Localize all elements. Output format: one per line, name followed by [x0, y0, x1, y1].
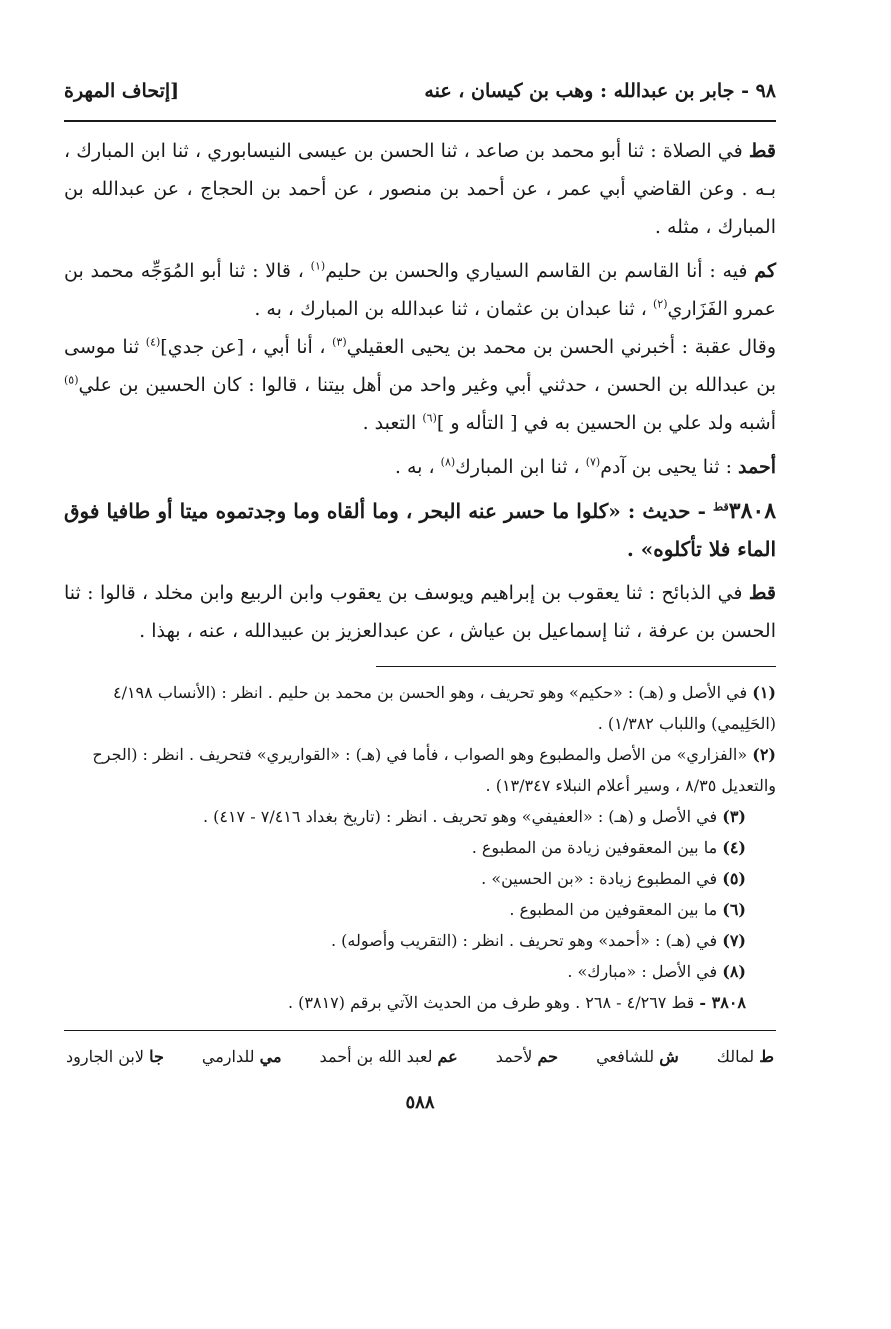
- source-code: قط: [748, 140, 776, 162]
- footnote-ref: (٣): [332, 335, 347, 349]
- abbr-code: جا: [149, 1047, 164, 1066]
- footnote-marker: (١): [752, 683, 776, 702]
- source-code: أحمد: [738, 456, 776, 478]
- paragraph-text: التعبد .: [362, 412, 423, 434]
- footnote-marker: (٧): [722, 931, 746, 950]
- footnotes: [64, 677, 776, 1018]
- paragraph-text: ، ثنا عبدان بن عثمان ، ثنا عبدالله بن المبارك ، به .: [254, 298, 653, 320]
- footnote-text: قط ٤/٢٦٧ - ٢٦٨ . وهو طرف من الحديث الآتي برقم (٣٨١٧) .: [287, 993, 700, 1012]
- footnote-6: [64, 894, 776, 925]
- footnote-text: ما بين المعقوفين من المطبوع .: [509, 900, 723, 919]
- footnote-3: [64, 801, 776, 832]
- paragraph-text: : ثنا يحيى بن آدم: [600, 456, 739, 478]
- footnote-2: [64, 739, 776, 801]
- hadith-source-code: قط: [713, 500, 729, 514]
- header-chapter: ٩٨ - جابر بن عبدالله : وهب بن كيسان ، عنه: [424, 80, 776, 102]
- source-code: قط: [748, 582, 776, 604]
- abbr-code: ط: [759, 1047, 774, 1066]
- paragraph-text: وقال عقبة : أخبرني الحسن بن محمد بن يحيى العقيلي: [346, 336, 776, 358]
- paragraph-4: [64, 448, 776, 486]
- abbreviation-rule: [64, 1030, 776, 1031]
- footnote-5: [64, 863, 776, 894]
- paragraph-text: فيه : أنا القاسم بن القاسم السياري والحسن بن حليم: [325, 260, 755, 282]
- paragraph-text: ، ثنا ابن المبارك: [455, 456, 586, 478]
- footnote-marker: ٣٨٠٨ -: [699, 993, 746, 1012]
- footnote-text: في المطبوع زيادة : «بن الحسين» .: [481, 869, 723, 888]
- paragraph-text: أشبه ولد علي بن الحسين به في [ التأله و ]: [436, 412, 776, 434]
- footnote-7: [64, 925, 776, 956]
- footnote-marker: (٥): [722, 869, 746, 888]
- footnote-text: ما بين المعقوفين زيادة من المطبوع .: [471, 838, 723, 857]
- header-rule: [64, 120, 776, 122]
- footnote-marker: (٦): [722, 900, 746, 919]
- abbr-label: لعبد الله بن أحمد: [319, 1047, 433, 1066]
- footnote-ref: (٧): [585, 455, 601, 469]
- footnote-text: في الأصل : «مبارك» .: [567, 962, 723, 981]
- footnote-ref: (١): [310, 259, 326, 273]
- hadith-heading: [64, 492, 776, 568]
- footnote-marker: (٣): [722, 807, 746, 826]
- book-page: [64, 80, 776, 1113]
- abbr-label: للشافعي: [596, 1047, 655, 1066]
- footnote-ref: (٨): [440, 455, 456, 469]
- abbr-item: [596, 1047, 679, 1066]
- abbreviation-key: [64, 1047, 776, 1066]
- footnote-rule: [376, 666, 776, 667]
- abbr-code: حم: [537, 1047, 559, 1066]
- paragraph-text: ، أنا أبي ، [عن جدي]: [160, 336, 333, 358]
- hadith-text: - حديث : «كلوا ما حسر عنه البحر ، وما ألقاه وما وجدتموه ميتا أو طافيا فوق الماء فلا تأكلوه» .: [64, 499, 776, 561]
- paragraph-text: ، به .: [394, 456, 441, 478]
- footnote-source: [64, 987, 776, 1018]
- paragraph-2: [64, 252, 776, 442]
- paragraph-text: ثنا موسى بن عبدالله بن الحسن ، حدثني أبي وغير واحد من أهل بيتنا ، قالوا : كان الحسين بن علي: [64, 336, 776, 396]
- footnote-8: [64, 956, 776, 987]
- footnote-1: [64, 677, 776, 739]
- hadith-number: ٣٨٠٨: [728, 498, 777, 524]
- footnote-4: [64, 832, 776, 863]
- paragraph-text: في الصلاة : ثنا أبو محمد بن صاعد ، ثنا الحسن بن عيسى النيسابوري ، ثنا ابن المبارك ، بـه . وعن القاضي أبي عمر ، عن أحمد بن منصور ، عن أحمد بن الحجاج ، عن عبدالله بن المبارك ، مثله .: [64, 140, 776, 238]
- abbr-code: ش: [659, 1047, 679, 1066]
- main-text: [64, 132, 776, 650]
- footnote-ref: (٥): [64, 373, 79, 387]
- paragraph-text: في الذبائح : ثنا يعقوب بن إبراهيم ويوسف بن يعقوب وابن الربيع وابن مخلد ، قالوا : ثنا الحسن بن عرفة ، ثنا إسماعيل بن عياش ، عن عبدالعزيز بن عبيدالله ، عنه ، بهذا .: [64, 582, 776, 642]
- footnote-text: في الأصل و (هـ) : «حكيم» وهو تحريف ، وهو الحسن بن محمد بن حليم . انظر : (الأنساب ٤/١٩٨ (الحَلِيمي) واللباب ١/٣٨٢) .: [112, 683, 776, 733]
- footnote-text: في الأصل و (هـ) : «العفيفي» وهو تحريف . انظر : (تاريخ بغداد ٧/٤١٦ - ٤١٧) .: [202, 807, 723, 826]
- paragraph-text: ، قالا : ثنا أبو المُوَجِّه محمد بن عمرو الفَزَاري: [64, 260, 776, 320]
- source-code: كم: [754, 260, 776, 282]
- footnote-marker: (٢): [752, 745, 776, 764]
- running-header: [64, 80, 776, 116]
- abbr-label: لابن الجارود: [66, 1047, 144, 1066]
- footnote-ref: (٦): [422, 411, 437, 425]
- paragraph-1: [64, 132, 776, 246]
- abbr-label: للدارمي: [201, 1047, 255, 1066]
- header-book-title: [إتحاف المهرة: [64, 80, 180, 102]
- abbr-code: مي: [259, 1047, 282, 1066]
- footnote-text: «الفزاري» من الأصل والمطبوع وهو الصواب ، فأما في (هـ) : «القواريري» فتحريف . انظر : (الجرح والتعديل ٨/٣٥ ، وسير أعلام النبلاء ١٣/٣٤٧) .: [92, 745, 776, 795]
- footnote-text: في (هـ) : «أحمد» وهو تحريف . انظر : (التقريب وأصوله) .: [331, 931, 723, 950]
- footnote-marker: (٤): [722, 838, 746, 857]
- abbr-code: عم: [437, 1047, 458, 1066]
- footnote-ref: (٤): [145, 335, 161, 349]
- paragraph-5: [64, 574, 776, 650]
- footnote-ref: (٢): [652, 297, 668, 311]
- page-number: ٥٨٨: [405, 1092, 435, 1113]
- abbr-item: [496, 1047, 558, 1066]
- abbr-label: لأحمد: [495, 1047, 533, 1066]
- abbr-item: [66, 1047, 164, 1066]
- abbr-item: [320, 1047, 458, 1066]
- footnote-marker: (٨): [722, 962, 746, 981]
- abbr-item: [717, 1047, 774, 1066]
- abbr-label: لمالك: [716, 1047, 755, 1066]
- abbr-item: [202, 1047, 282, 1066]
